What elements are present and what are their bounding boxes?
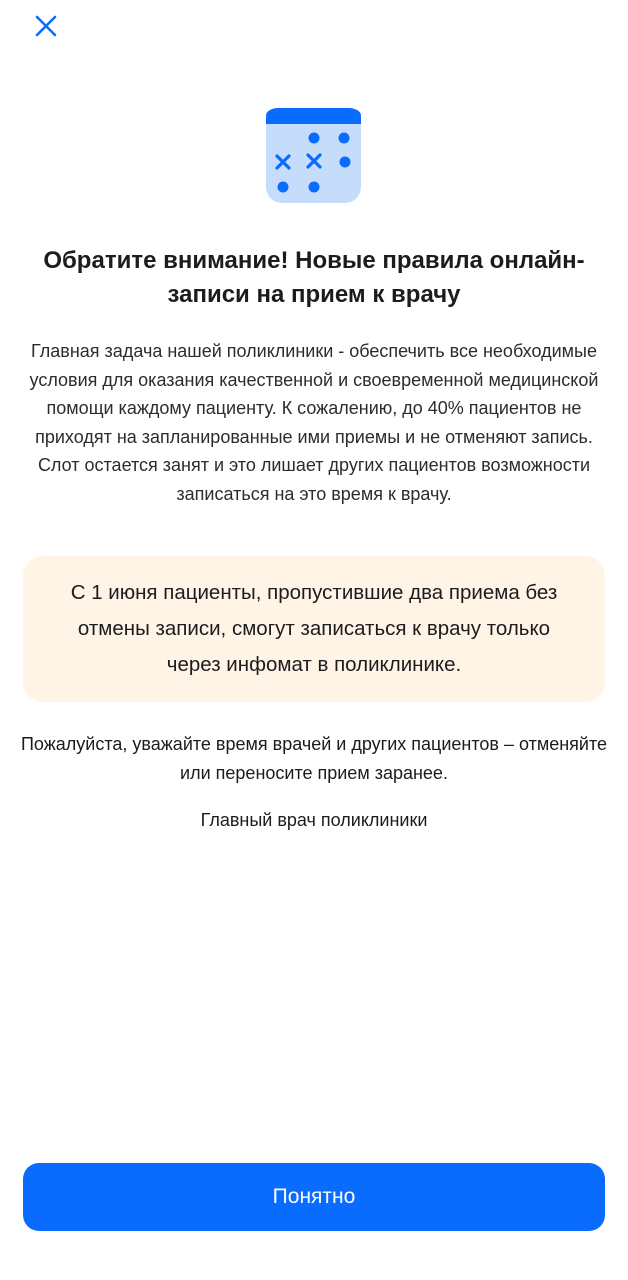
appeal-text: Пожалуйста, уважайте время врачей и других пациентов – отменяйте или переносите прием заранее. bbox=[20, 734, 607, 783]
close-icon bbox=[35, 15, 57, 42]
description-text: Главная задача нашей поликлиники - обеспечить все необходимые условия для оказания качественной и своевременной медицинской помощи каждому пациенту. К сожалению, до 40% пациентов не приходят на запланированные ими приемы и не отменяют запись. Слот остается занят и это лишает других пациентов возможности записаться на это время к врачу. bbox=[29, 341, 599, 504]
notice-text: С 1 июня пациенты, пропустившие два приема без отмены записи, смогут записаться к врачу только через инфомат в поликлинике. bbox=[70, 581, 558, 676]
page-title: Обратите внимание! Новые правила онлайн-записи на прием к врачу bbox=[43, 247, 585, 308]
notice-banner bbox=[23, 556, 605, 702]
confirm-button[interactable]: Понятно bbox=[23, 1163, 605, 1231]
signature-text: Главный врач поликлиники bbox=[200, 810, 428, 830]
calendar-icon bbox=[266, 108, 361, 203]
close-button[interactable] bbox=[24, 10, 68, 46]
